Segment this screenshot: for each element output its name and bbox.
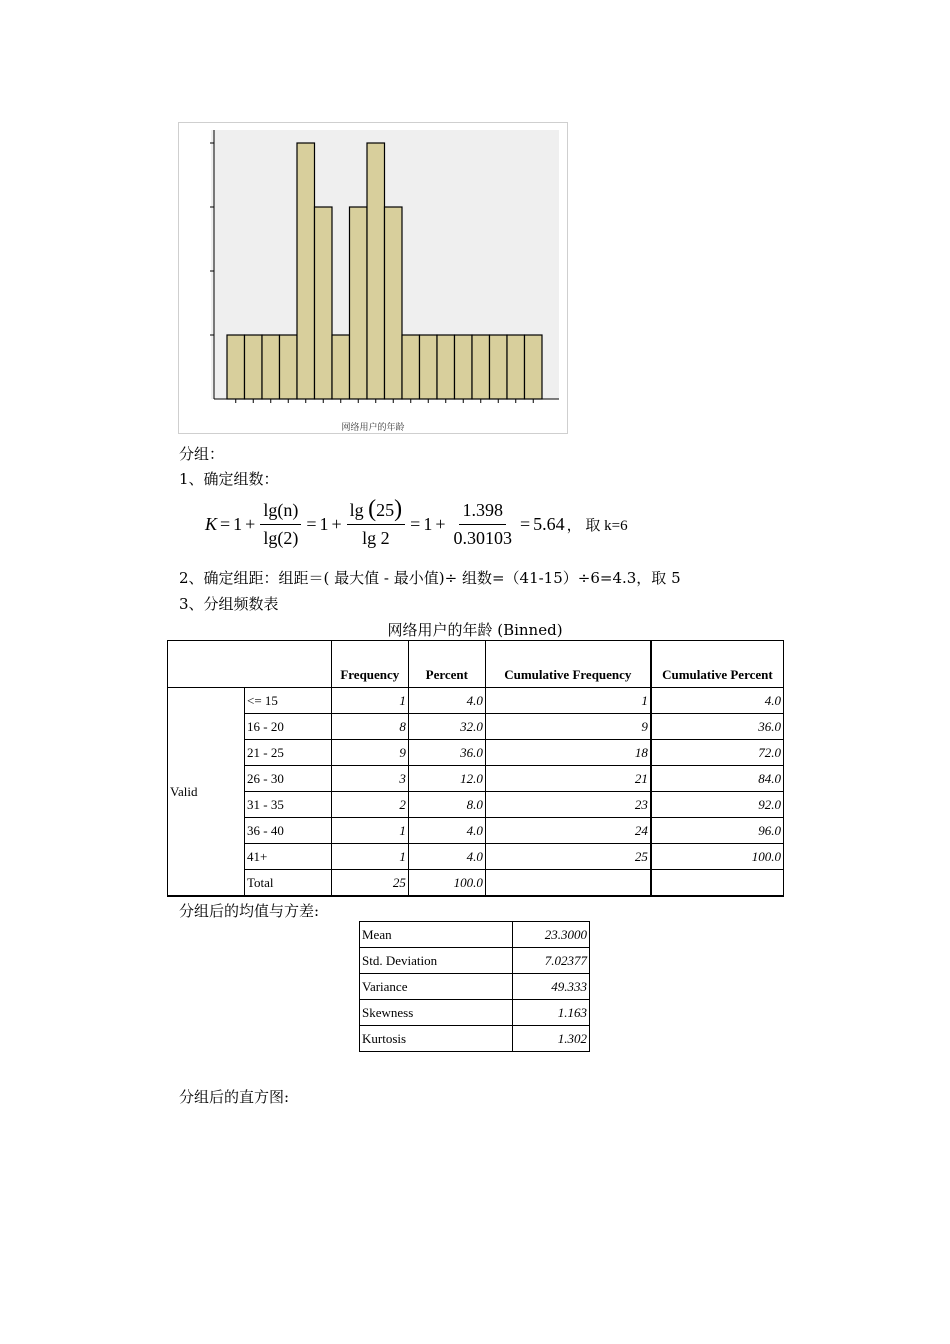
total-freq: 25 xyxy=(331,870,408,897)
histogram-bar xyxy=(280,335,298,399)
cump-cell: 92.0 xyxy=(651,792,784,818)
formula-plus: + xyxy=(331,513,342,534)
group-count-formula xyxy=(205,494,628,554)
histogram-bar xyxy=(525,335,543,399)
histogram-bar xyxy=(245,335,263,399)
table-row xyxy=(168,792,784,818)
histogram-bar xyxy=(402,335,420,399)
cump-cell: 36.0 xyxy=(651,714,784,740)
table-row xyxy=(360,1026,590,1052)
header-cumulative-percent: Cumulative Percent xyxy=(651,641,784,688)
histogram-bar xyxy=(227,335,245,399)
formula-eq: = xyxy=(306,513,317,534)
stat-value: 1.163 xyxy=(513,1000,590,1026)
total-cumf-empty xyxy=(485,870,651,897)
table-row xyxy=(168,766,784,792)
table-row xyxy=(168,688,784,714)
pct-cell: 4.0 xyxy=(408,844,485,870)
header-percent: Percent xyxy=(408,641,485,688)
freq-cell: 1 xyxy=(331,688,408,714)
stat-label: Mean xyxy=(360,922,513,948)
cumf-cell: 25 xyxy=(485,844,651,870)
bin-label: 31 - 35 xyxy=(245,792,332,818)
freq-cell: 9 xyxy=(331,740,408,766)
frequency-table xyxy=(167,640,784,897)
table-total-row xyxy=(168,870,784,897)
pct-cell: 32.0 xyxy=(408,714,485,740)
valid-label: Valid xyxy=(168,688,245,897)
cump-cell: 100.0 xyxy=(651,844,784,870)
histogram-bar xyxy=(385,207,403,399)
chart-x-axis-label: 网络用户的年龄 xyxy=(341,423,405,433)
formula-result: 5.64 xyxy=(533,513,565,534)
table-row xyxy=(360,1000,590,1026)
fraction-3-den: 0.30103 xyxy=(453,527,512,548)
histogram-bar xyxy=(507,335,525,399)
step2-text: 2、确定组距：组距＝( 最大值 - 最小值)÷ 组数=（41-15）÷6=4.3，取 5 xyxy=(179,569,681,587)
formula-eq: = xyxy=(519,513,531,534)
histogram-bar xyxy=(437,335,455,399)
statistics-table xyxy=(359,921,590,1052)
formula-one: 1 xyxy=(423,513,433,534)
fraction-3-num: 1.398 xyxy=(459,500,506,525)
fraction-2-lg: lg xyxy=(349,499,364,520)
histogram-bar xyxy=(297,143,315,399)
stat-value: 23.3000 xyxy=(513,922,590,948)
fraction-1-num: lg(n) xyxy=(260,500,301,525)
histogram-bar xyxy=(472,335,490,399)
step1-text: 1、确定组数： xyxy=(179,470,279,488)
bin-label: 21 - 25 xyxy=(245,740,332,766)
mean-var-heading: 分组后的均值与方差: xyxy=(179,902,320,920)
histogram-bar xyxy=(262,335,280,399)
formula-one: 1 xyxy=(233,513,243,534)
cump-cell: 72.0 xyxy=(651,740,784,766)
stat-value: 49.333 xyxy=(513,974,590,1000)
cump-cell: 4.0 xyxy=(651,688,784,714)
formula-k: K xyxy=(205,513,218,534)
table-header-row xyxy=(168,641,784,688)
header-frequency: Frequency xyxy=(331,641,408,688)
stat-value: 7.02377 xyxy=(513,948,590,974)
freq-cell: 1 xyxy=(331,818,408,844)
bin-label: 36 - 40 xyxy=(245,818,332,844)
cumf-cell: 9 xyxy=(485,714,651,740)
total-label: Total xyxy=(245,870,332,897)
table-row xyxy=(360,948,590,974)
bin-label: <= 15 xyxy=(245,688,332,714)
histogram-bar xyxy=(367,143,385,399)
total-pct: 100.0 xyxy=(408,870,485,897)
cumf-cell: 23 xyxy=(485,792,651,818)
freq-table-title xyxy=(167,619,783,640)
table-row xyxy=(360,974,590,1000)
formula-plus: + xyxy=(245,513,256,534)
cumf-cell: 18 xyxy=(485,740,651,766)
cumf-cell: 1 xyxy=(485,688,651,714)
cump-cell: 84.0 xyxy=(651,766,784,792)
stat-label: Skewness xyxy=(360,1000,513,1026)
bin-label: 16 - 20 xyxy=(245,714,332,740)
step3-text: 3、分组频数表 xyxy=(179,595,279,613)
header-cumulative-frequency: Cumulative Frequency xyxy=(485,641,651,688)
histogram-svg xyxy=(179,123,567,433)
table-row xyxy=(168,818,784,844)
fraction-2-den: lg 2 xyxy=(362,527,390,548)
pct-cell: 4.0 xyxy=(408,818,485,844)
fraction-2-arg: 25 xyxy=(376,499,395,520)
cumf-cell: 21 xyxy=(485,766,651,792)
freq-cell: 2 xyxy=(331,792,408,818)
cumf-cell: 24 xyxy=(485,818,651,844)
pct-cell: 8.0 xyxy=(408,792,485,818)
freq-cell: 8 xyxy=(331,714,408,740)
fraction-1-den: lg(2) xyxy=(263,527,299,548)
stat-label: Kurtosis xyxy=(360,1026,513,1052)
histogram-bar xyxy=(332,335,350,399)
group-heading: 分组： xyxy=(179,445,225,463)
histogram-bar xyxy=(490,335,508,399)
formula-eq: = xyxy=(220,513,231,534)
fraction-3 xyxy=(450,500,515,549)
histogram-bar xyxy=(455,335,473,399)
table-row xyxy=(360,922,590,948)
histogram-bar xyxy=(315,207,333,399)
stat-label: Variance xyxy=(360,974,513,1000)
formula-one: 1 xyxy=(319,513,329,534)
formula-plus: + xyxy=(435,513,446,534)
table-header-blank xyxy=(168,641,332,688)
bin-label: 41+ xyxy=(245,844,332,870)
formula-suffix: ， 取 k=6 xyxy=(566,517,628,534)
histogram-chart xyxy=(178,122,568,434)
histogram-heading: 分组后的直方图: xyxy=(179,1088,290,1106)
table-row xyxy=(168,740,784,766)
stat-value: 1.302 xyxy=(513,1026,590,1052)
fraction-2-num: lg (25) xyxy=(347,500,406,525)
freq-cell: 3 xyxy=(331,766,408,792)
freq-cell: 1 xyxy=(331,844,408,870)
freq-table-title-text: 网络用户的年龄 (Binned) xyxy=(387,621,563,639)
stat-label: Std. Deviation xyxy=(360,948,513,974)
formula-eq: = xyxy=(410,513,421,534)
fraction-2 xyxy=(347,495,406,549)
pct-cell: 36.0 xyxy=(408,740,485,766)
cump-cell: 96.0 xyxy=(651,818,784,844)
histogram-bar xyxy=(350,207,368,399)
fraction-1 xyxy=(260,500,301,549)
histogram-bar xyxy=(420,335,438,399)
table-row xyxy=(168,844,784,870)
total-cump-empty xyxy=(651,870,784,897)
pct-cell: 12.0 xyxy=(408,766,485,792)
bin-label: 26 - 30 xyxy=(245,766,332,792)
table-row xyxy=(168,714,784,740)
pct-cell: 4.0 xyxy=(408,688,485,714)
